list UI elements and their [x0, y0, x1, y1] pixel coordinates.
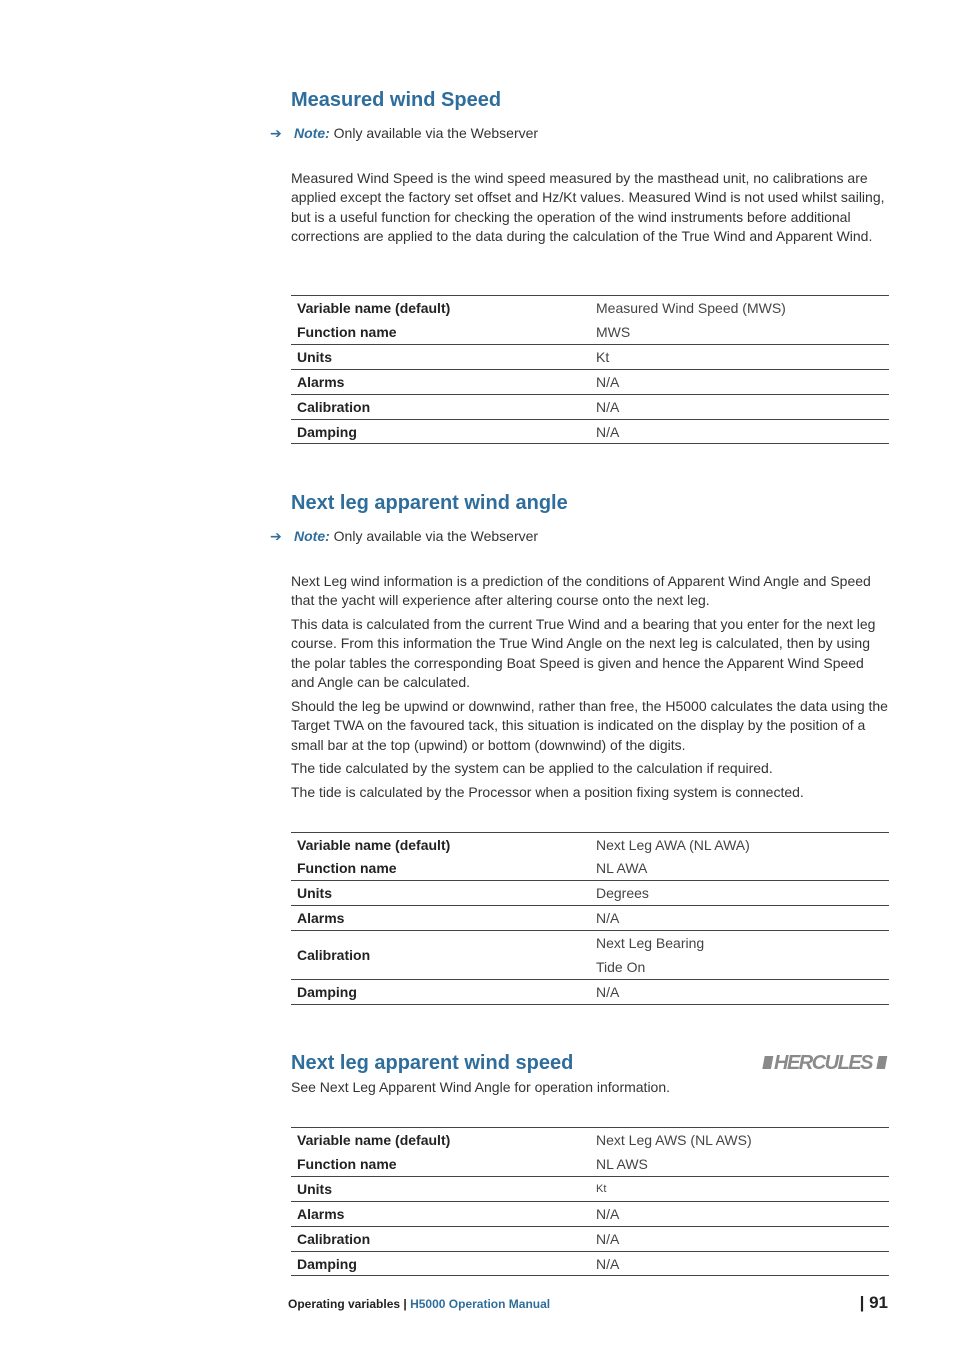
- table-row: Damping N/A: [291, 1252, 889, 1276]
- paragraph: See Next Leg Apparent Wind Angle for operation information.: [291, 1079, 671, 1095]
- table-row: Units Kt: [291, 345, 889, 370]
- variable-table-nl-aws: [291, 1127, 889, 1276]
- table-row: Variable name (default) Measured Wind Speed (MWS): [297, 299, 786, 316]
- arrow-right-icon: ➔: [270, 125, 282, 141]
- note-text: Only available via the Webserver: [333, 528, 539, 544]
- paragraph: This data is calculated from the current True Wind and a bearing that you enter for the next leg course. From this information the True Wind Angle on the next leg is calculated, then by using the polar tables the corresponding Boat Speed is given and hence the Apparent Wind Speed and Angle can be calculated.: [291, 616, 876, 690]
- note: [270, 527, 538, 545]
- section-title-next-leg-aws: Next leg apparent wind speed: [291, 1052, 574, 1074]
- variable-table-mws: [291, 295, 889, 444]
- paragraph: The tide is calculated by the Processor when a position fixing system is connected.: [291, 784, 804, 800]
- paragraph: Should the leg be upwind or downwind, rather than free, the H5000 calculates the data using the Target TWA on the favoured tack, this situation is indicated on the display by the position of a small bar at the top (upwind) or bottom (downwind) of the digits.: [291, 698, 888, 753]
- arrow-right-icon: ➔: [270, 528, 282, 544]
- table-row: Calibration N/A: [291, 1227, 889, 1252]
- table-row: Variable name (default) Next Leg AWA (NL AWA): [297, 836, 750, 853]
- table-row: Function name NL AWA: [291, 857, 889, 881]
- table-row: Calibration Next Leg Bearing Tide On: [291, 931, 889, 980]
- paragraph: The tide calculated by the system can be applied to the calculation if required.: [291, 760, 773, 776]
- table-row: Function name NL AWS: [291, 1152, 889, 1177]
- table-row: Alarms N/A: [291, 370, 889, 395]
- table-row: Damping N/A: [291, 420, 889, 444]
- table-row: Alarms N/A: [291, 906, 889, 931]
- section-title-measured-wind-speed: Measured wind Speed: [291, 89, 502, 111]
- paragraph: Next Leg wind information is a prediction of the conditions of Apparent Wind Angle and Speed that the yacht will experience after altering course onto the next leg.: [291, 573, 871, 609]
- section-title-next-leg-awa: Next leg apparent wind angle: [291, 492, 568, 514]
- footer-chapter: Operating variables | H5000 Operation Manual: [288, 1297, 551, 1311]
- table-row: Damping N/A: [291, 980, 889, 1005]
- table-row: Units Kt: [291, 1177, 889, 1202]
- table-row: Calibration N/A: [291, 395, 889, 420]
- variable-table-nl-awa: [291, 832, 889, 1005]
- note-label: Note:: [294, 125, 330, 141]
- paragraph: Measured Wind Speed is the wind speed measured by the masthead unit, no calibrations are applied except the factory set offset and Hz/Kt values. Measured Wind is not used whilst sailing, but is a useful function for checking the operation of the wind instruments before additional corrections are applied to the data during the calculation of the True Wind and Apparent Wind.: [291, 170, 885, 244]
- hercules-logo: IIII HERCULES IIII: [762, 1051, 885, 1074]
- table-row: Function name MWS: [291, 320, 889, 345]
- page-number: | 91: [859, 1293, 888, 1312]
- table-row: Alarms N/A: [291, 1202, 889, 1227]
- note: [270, 124, 538, 142]
- note-label: Note:: [294, 528, 330, 544]
- table-row: Variable name (default) Next Leg AWS (NL AWS): [297, 1131, 752, 1148]
- note-text: Only available via the Webserver: [333, 125, 539, 141]
- table-row: Units Degrees: [291, 881, 889, 906]
